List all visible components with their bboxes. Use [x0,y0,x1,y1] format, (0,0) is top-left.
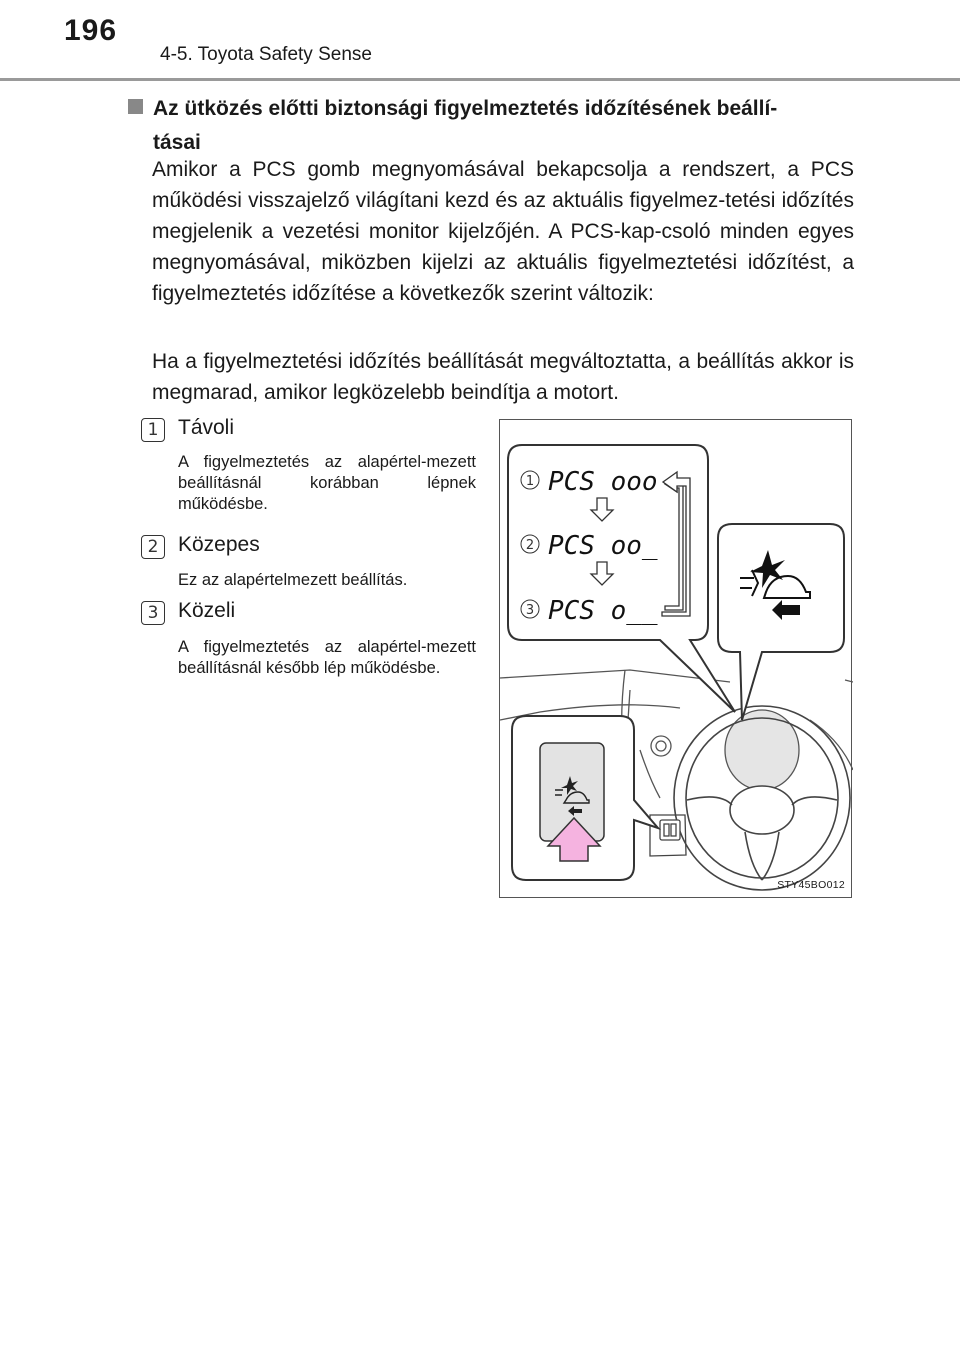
heading-line2: tásai [153,131,201,154]
pcs-illustration [499,419,852,898]
item-1-number: 1 [141,418,165,442]
item-3-number: 3 [141,601,165,625]
item-1-description: A figyelmeztetés az alapértel-mezett beállításnál korábban lépnek működésbe. [178,453,476,513]
section-title: 4-5. Toyota Safety Sense [160,44,372,65]
item-1-title: Távoli [178,416,235,439]
page-number: 196 [64,14,118,47]
dashboard-knob [651,736,671,756]
header-rule [0,78,960,81]
warning-callout [718,524,844,720]
pcs-switch [650,815,686,856]
paragraph-2: Ha a figyelmeztetési időzítés beállítását megváltoztatta, a beállítás akkor is megmarad, amikor legközelebb beindítja a motort. [152,350,854,404]
section-heading [128,92,853,160]
heading-line1: Az ütközés előtti biztonsági figyelmeztetés időzítésének beállí- [153,97,778,120]
item-2-description: Ez az alapértelmezett beállítás. [178,571,408,589]
paragraph-1: Amikor a PCS gomb megnyomásával bekapcsolja a rendszert, a PCS működési visszajelző világítani kezd és az aktuális figyelmez-tetési időzítés megjelenik a vezetési monitor kijelzőjén. A PCS-kap-csoló minden egyes megnyomásával, miközben kijelzi az aktuális figyelmeztetési időzítést, a figyelmeztetés időzítése a következők szerint változik: [152,158,854,305]
item-3-title: Közeli [178,599,236,622]
display-row-1-number: 1 [525,474,535,489]
figure-code: STY45BO012 [777,879,845,891]
item-3-description: A figyelmeztetés az alapértel-mezett beállításnál később lép működésbe. [178,638,476,677]
display-row-1-text: PCS ooo [548,467,658,497]
display-row-3-number: 3 [525,603,535,618]
display-row-2-number: 2 [525,538,535,553]
display-row-3-text: PCS o__ [548,596,658,626]
display-row-2-text: PCS oo_ [548,531,658,561]
item-2-title: Közepes [178,533,260,556]
item-2-number: 2 [141,535,165,559]
heading-bullet-icon [128,99,143,114]
